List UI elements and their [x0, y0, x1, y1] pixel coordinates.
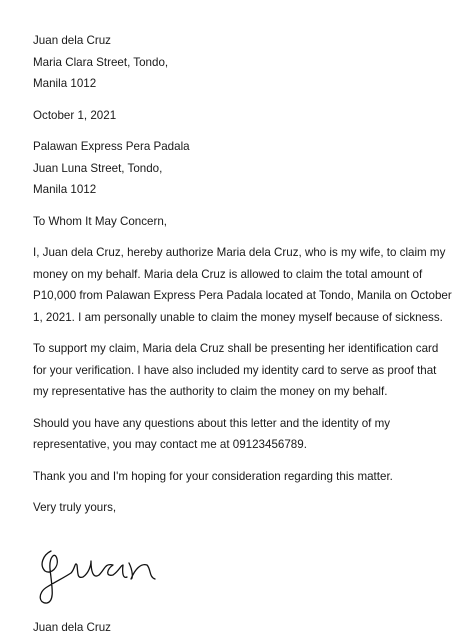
- sender-address: [33, 30, 453, 95]
- recipient-street: Juan Luna Street, Tondo,: [33, 158, 453, 180]
- date-text: October 1, 2021: [33, 105, 453, 127]
- handwritten-signature: [29, 529, 179, 609]
- signer-name: Juan dela Cruz: [33, 617, 453, 638]
- sender-name: Juan dela Cruz: [33, 30, 453, 52]
- salutation: To Whom It May Concern,: [33, 211, 453, 233]
- authorization-letter: [33, 30, 453, 638]
- body-paragraph-authorization: I, Juan dela Cruz, hereby authorize Maria dela Cruz, who is my wife, to claim my money on my behalf. Maria dela Cruz is allowed to claim the total amount of P10,000 from Palawan Express Pera Padala located at Tondo, Manila on October 1, 2021. I am personally unable to claim the money myself because of sickness.: [33, 242, 453, 328]
- sender-street: Maria Clara Street, Tondo,: [33, 52, 453, 74]
- recipient-name: Palawan Express Pera Padala: [33, 136, 453, 158]
- letter-date: [33, 105, 453, 127]
- recipient-address: [33, 136, 453, 201]
- body-paragraph-thanks: Thank you and I'm hoping for your consideration regarding this matter.: [33, 466, 453, 488]
- closing: Very truly yours,: [33, 497, 453, 519]
- recipient-city: Manila 1012: [33, 179, 453, 201]
- body-paragraph-support: To support my claim, Maria dela Cruz shall be presenting her identification card for your verification. I have also included my identity card to serve as proof that my representative has the authority to claim the money on my behalf.: [33, 338, 453, 403]
- sender-city: Manila 1012: [33, 73, 453, 95]
- body-paragraph-contact: Should you have any questions about this letter and the identity of my representative, you may contact me at 09123456789.: [33, 413, 453, 456]
